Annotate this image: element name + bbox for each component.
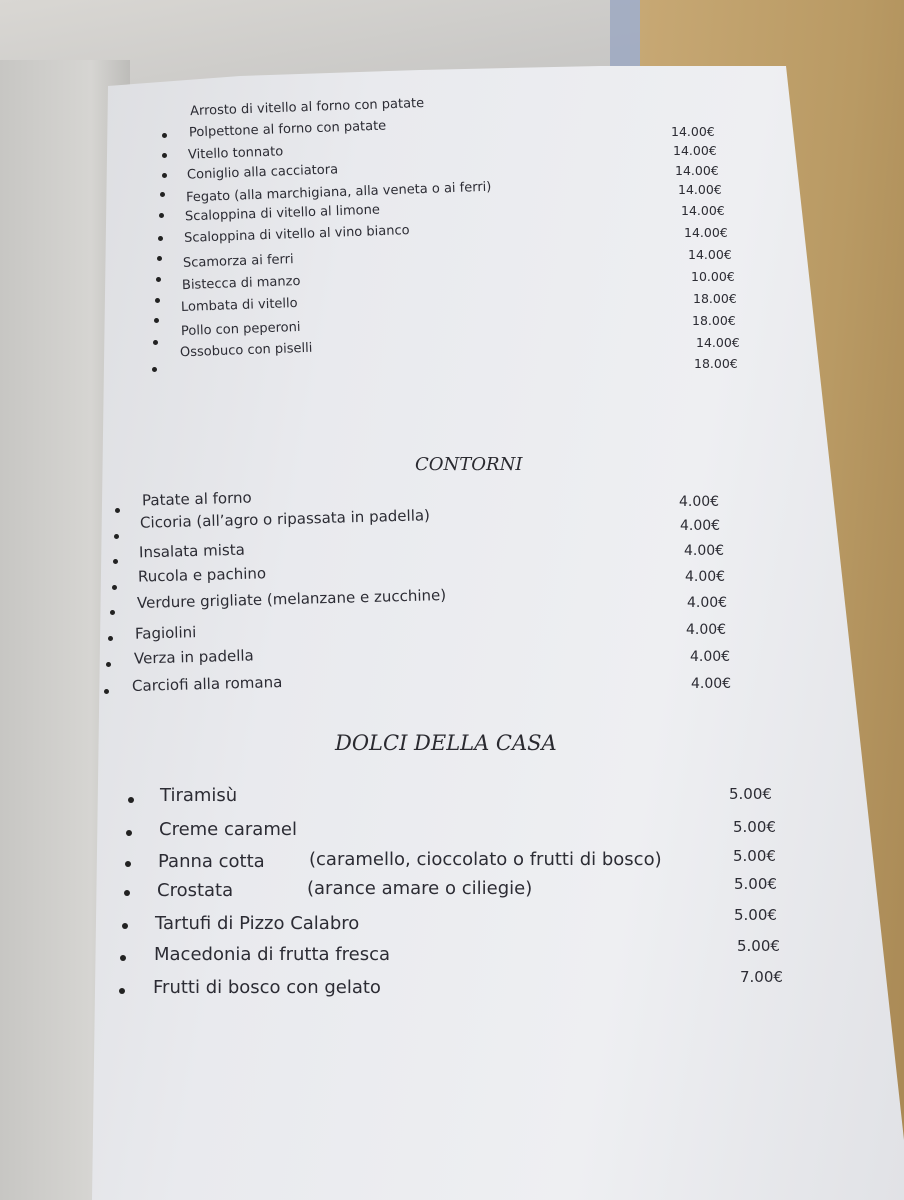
menu-item: Tartufi di Pizzo Calabro <box>155 913 360 934</box>
menu-price: 4.00€ <box>685 569 726 585</box>
menu-price: 5.00€ <box>733 847 776 865</box>
bullet <box>120 955 126 961</box>
bullet <box>157 256 162 261</box>
menu-price: 5.00€ <box>734 906 777 924</box>
menu-item: Pollo con peperoni <box>180 319 301 340</box>
bullet <box>112 585 117 590</box>
bullet <box>162 133 167 138</box>
menu-price: 4.00€ <box>684 543 725 559</box>
bullet <box>158 236 163 241</box>
bullet <box>126 830 132 836</box>
menu-item: Verdure grigliate (melanzane e zucchine) <box>136 585 447 613</box>
bullet <box>128 797 134 803</box>
section-title-dolci: DOLCI DELLA CASA <box>335 731 557 755</box>
menu-item: Polpettone al forno con patate <box>188 118 387 141</box>
menu-item: Crostata <box>157 880 234 901</box>
menu-price: 5.00€ <box>733 818 776 836</box>
menu-price: 5.00€ <box>729 785 772 803</box>
menu-price: 4.00€ <box>680 518 721 534</box>
menu-item: Bistecca di manzo <box>181 273 301 294</box>
menu-price: 4.00€ <box>679 494 720 510</box>
menu-item: Patate al forno <box>141 488 252 510</box>
menu-item: Ossobuco con piselli <box>179 340 313 361</box>
bullet <box>156 277 161 282</box>
menu-price: 14.00€ <box>675 163 719 178</box>
menu-price: 14.00€ <box>688 247 732 262</box>
menu-item: Tiramisù <box>160 785 238 806</box>
menu-price: 14.00€ <box>673 143 717 158</box>
menu-item: Frutti di bosco con gelato <box>153 977 381 998</box>
menu-item: Rucola e pachino <box>137 564 267 586</box>
bullet <box>104 689 109 694</box>
bullet <box>110 610 115 615</box>
menu-item: Cicoria (all’agro o ripassata in padella) <box>139 506 431 532</box>
section-title-contorni: CONTORNI <box>415 454 523 475</box>
menu-item: Carciofi alla romana <box>131 673 283 695</box>
bullet <box>108 636 113 641</box>
menu-price: 4.00€ <box>690 649 731 665</box>
menu-item: Fagiolini <box>134 623 197 643</box>
menu-item: Scamorza ai ferri <box>182 252 294 271</box>
bullet <box>119 988 125 994</box>
bullet <box>114 534 119 539</box>
bullet <box>162 153 167 158</box>
menu-price: 14.00€ <box>671 124 715 139</box>
bullet <box>152 367 157 372</box>
menu-item: Insalata mista <box>138 540 246 562</box>
menu-item-note: (caramello, cioccolato o frutti di bosco) <box>309 849 662 870</box>
bullet <box>122 923 128 929</box>
bullet <box>160 192 165 197</box>
menu-price: 10.00€ <box>691 269 735 284</box>
bullet <box>155 298 160 303</box>
menu-item: Vitello tonnato <box>187 144 284 163</box>
bullet <box>162 173 167 178</box>
menu-price: 7.00€ <box>740 968 783 986</box>
menu-item: Fegato (alla marchigiana, alla veneta o ai ferri) <box>185 179 492 206</box>
menu-item: Panna cotta <box>158 851 265 872</box>
menu-item: Scaloppina di vitello al vino bianco <box>183 223 410 246</box>
menu-item: Arrosto di vitello al forno con patate <box>189 95 425 120</box>
bullet <box>124 890 130 896</box>
menu-price: 4.00€ <box>691 676 732 692</box>
menu-item: Lombata di vitello <box>180 295 298 316</box>
menu-item: Creme caramel <box>159 819 297 840</box>
menu-price: 14.00€ <box>681 203 725 218</box>
menu-price: 4.00€ <box>687 595 728 611</box>
menu-price: 14.00€ <box>684 225 728 240</box>
menu-price: 18.00€ <box>692 313 736 328</box>
bullet <box>154 318 159 323</box>
menu-item: Coniglio alla cacciatora <box>186 162 339 183</box>
menu-price: 14.00€ <box>678 182 722 197</box>
menu-item: Scaloppina di vitello al limone <box>184 202 381 225</box>
menu-price: 18.00€ <box>694 356 738 371</box>
menu-item: Verza in padella <box>133 646 254 668</box>
menu-price: 5.00€ <box>737 937 780 955</box>
menu-price: 5.00€ <box>734 875 777 893</box>
bullet <box>159 213 164 218</box>
bullet <box>113 559 118 564</box>
bullet <box>125 861 131 867</box>
menu-item: Macedonia di frutta fresca <box>154 944 391 965</box>
menu-item-note: (arance amare o ciliegie) <box>307 878 533 899</box>
bullet <box>115 508 120 513</box>
menu-price: 18.00€ <box>693 291 737 306</box>
menu-price: 14.00€ <box>696 335 740 350</box>
bullet <box>153 340 158 345</box>
bullet <box>106 662 111 667</box>
menu-price: 4.00€ <box>686 622 727 638</box>
